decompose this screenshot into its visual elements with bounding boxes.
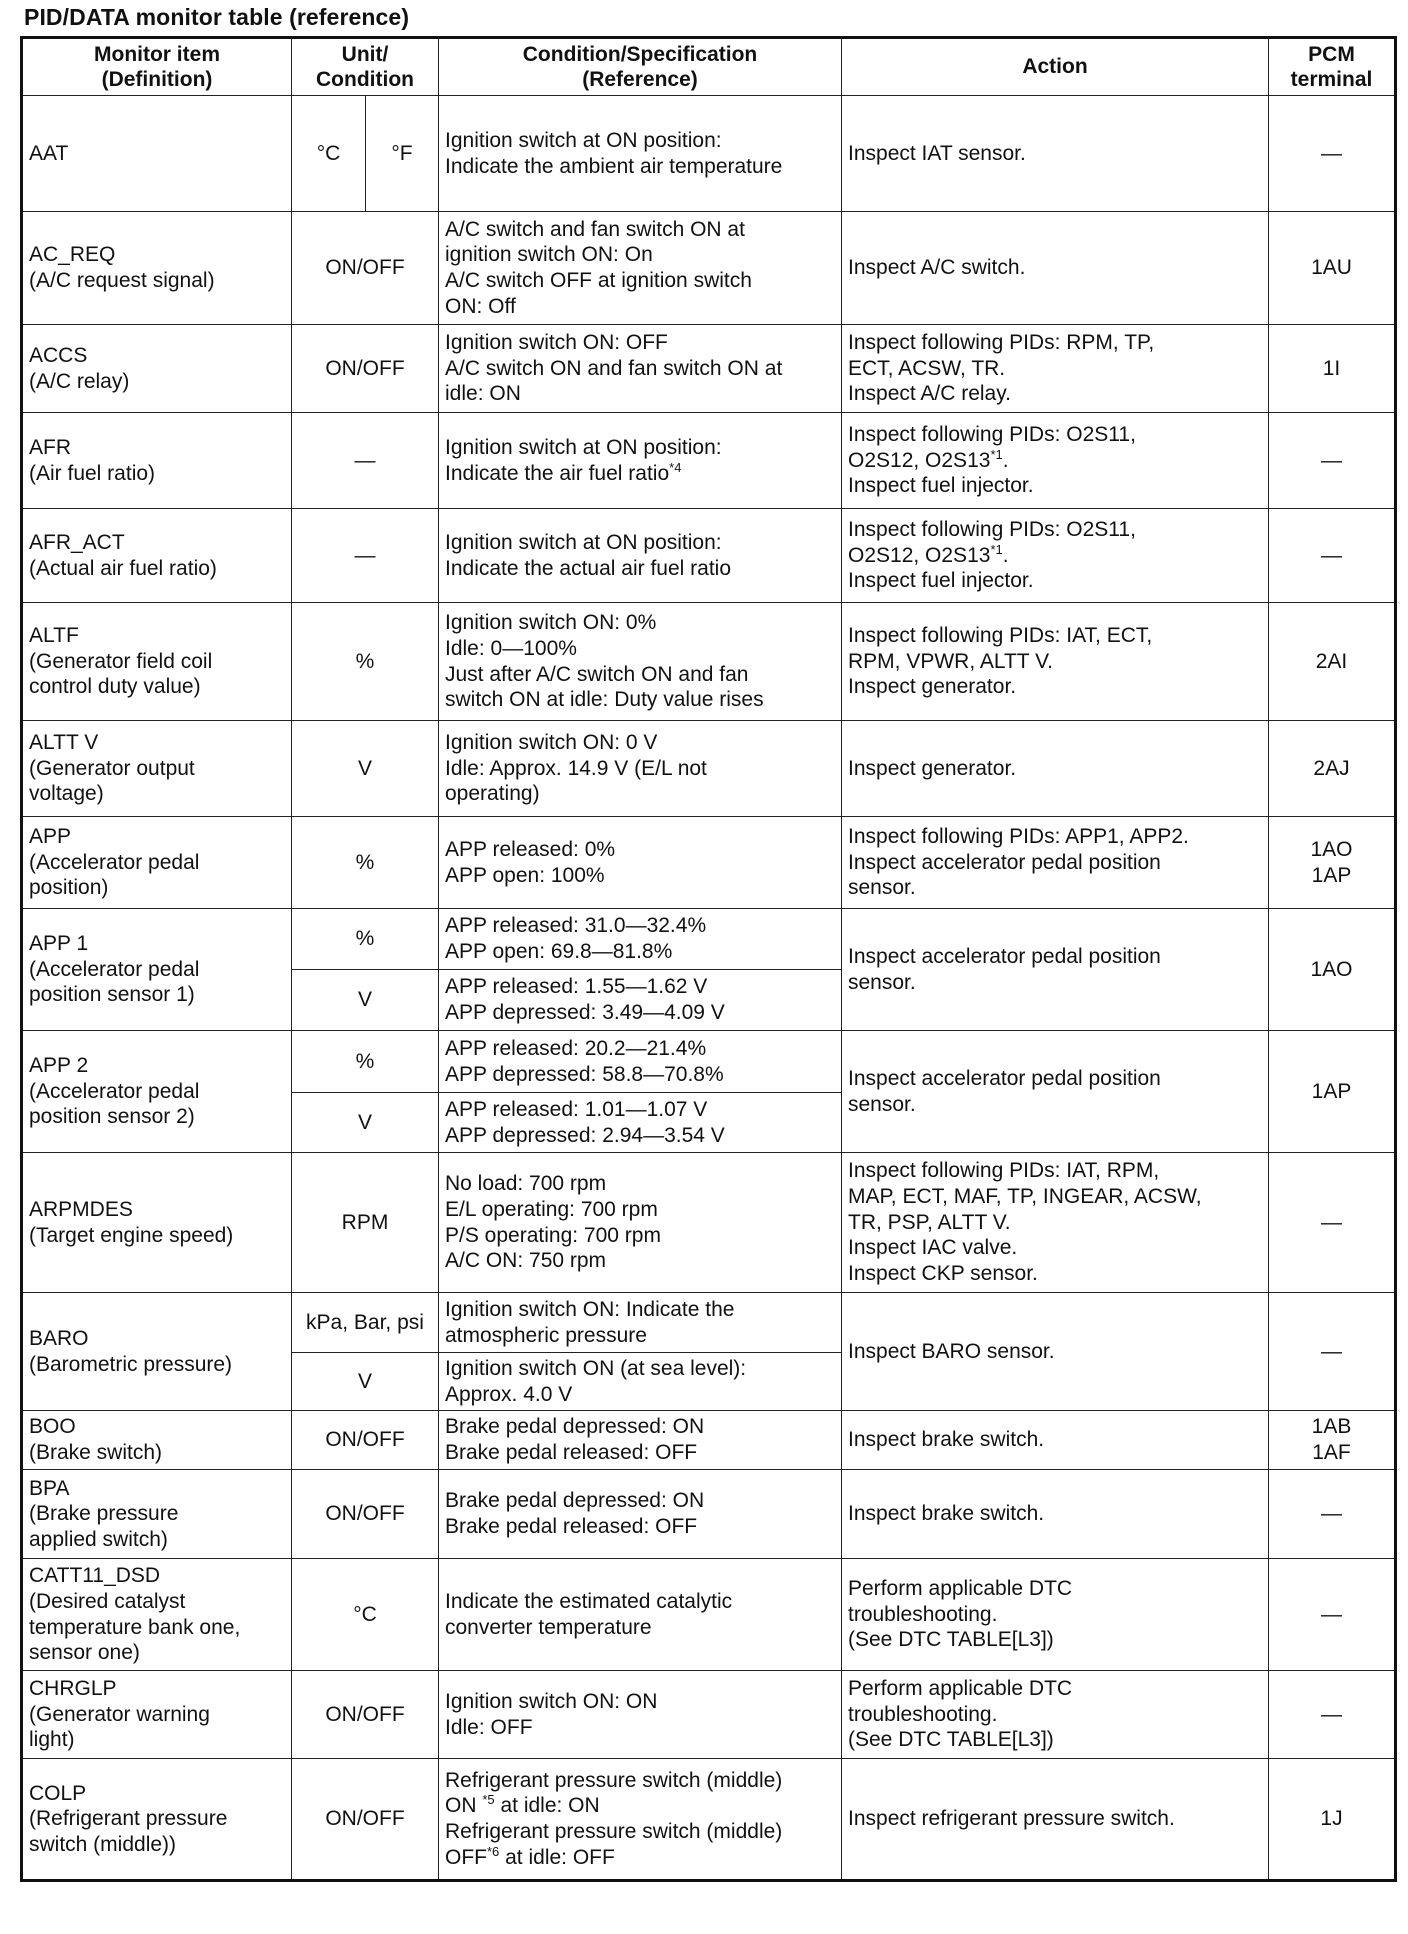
table-row-app1 bbox=[22, 909, 1396, 970]
table-row-afr bbox=[22, 413, 1396, 509]
table-row-catt11-dsd bbox=[22, 1559, 1396, 1671]
table-row-bpa bbox=[22, 1470, 1396, 1559]
action-cell: Inspect accelerator pedal position sensor. bbox=[842, 909, 1269, 1031]
pcm-cell: 1J bbox=[1269, 1759, 1396, 1881]
unit-cell: ON/OFF bbox=[292, 1759, 439, 1881]
action-cell: Inspect brake switch. bbox=[842, 1411, 1269, 1470]
header-unit-condition: Unit/ Condition bbox=[292, 38, 439, 96]
unit-cell: ON/OFF bbox=[292, 1671, 439, 1759]
table-row-accs bbox=[22, 325, 1396, 413]
condition-cell: Refrigerant pressure switch (middle) ON $^{*5}$ at idle: ON Refrigerant pressure switch (middle) OFF$^{*6}$ at idle: OFF bbox=[439, 1759, 842, 1881]
unit-cell: ON/OFF bbox=[292, 325, 439, 413]
condition-cell: Brake pedal depressed: ON Brake pedal released: OFF bbox=[439, 1470, 842, 1559]
action-cell: Perform applicable DTC troubleshooting. (See DTC TABLE[L3]) bbox=[842, 1671, 1269, 1759]
condition-cell: Ignition switch ON: 0 V Idle: Approx. 14.9 V (E/L not operating) bbox=[439, 721, 842, 817]
pcm-cell: — bbox=[1269, 1671, 1396, 1759]
unit-cell: RPM bbox=[292, 1153, 439, 1293]
condition-cell: APP released: 20.2—21.4% APP depressed: 58.8—70.8% bbox=[439, 1031, 842, 1093]
item-cell: ALTT V (Generator output voltage) bbox=[22, 721, 292, 817]
header-monitor-item: Monitor item (Definition) bbox=[22, 38, 292, 96]
table-row-chrglp bbox=[22, 1671, 1396, 1759]
unit-cell: % bbox=[292, 817, 439, 909]
pcm-cell: — bbox=[1269, 413, 1396, 509]
table-row-afr-act bbox=[22, 509, 1396, 603]
pcm-cell: — bbox=[1269, 509, 1396, 603]
pid-monitor-table bbox=[20, 36, 1397, 1882]
item-cell: ACCS (A/C relay) bbox=[22, 325, 292, 413]
action-cell: Inspect generator. bbox=[842, 721, 1269, 817]
item-cell: AFR_ACT (Actual air fuel ratio) bbox=[22, 509, 292, 603]
pcm-cell: — bbox=[1269, 1559, 1396, 1671]
unit-cell: — bbox=[292, 509, 439, 603]
condition-cell: No load: 700 rpm E/L operating: 700 rpm P/S operating: 700 rpm A/C ON: 750 rpm bbox=[439, 1153, 842, 1293]
action-cell: Perform applicable DTC troubleshooting. (See DTC TABLE[L3]) bbox=[842, 1559, 1269, 1671]
condition-cell: APP released: 0% APP open: 100% bbox=[439, 817, 842, 909]
unit-cell-percent: % bbox=[292, 909, 439, 970]
footnote-ref: *6 bbox=[487, 1843, 500, 1859]
header-condition-specification: Condition/Specification (Reference) bbox=[439, 38, 842, 96]
pcm-cell: — bbox=[1269, 1293, 1396, 1411]
item-cell: BARO (Barometric pressure) bbox=[22, 1293, 292, 1411]
item-cell: ARPMDES (Target engine speed) bbox=[22, 1153, 292, 1293]
item-cell: CATT11_DSD (Desired catalyst temperature bank one, sensor one) bbox=[22, 1559, 292, 1671]
unit-cell-volt: V bbox=[292, 1093, 439, 1153]
item-cell: APP 1 (Accelerator pedal position sensor 1) bbox=[22, 909, 292, 1031]
condition-cell: Ignition switch ON (at sea level): Approx. 4.0 V bbox=[439, 1353, 842, 1411]
unit-cell: % bbox=[292, 603, 439, 721]
footnote-ref: *4 bbox=[669, 459, 682, 475]
item-cell: ALTF (Generator field coil control duty value) bbox=[22, 603, 292, 721]
pcm-cell: 2AJ bbox=[1269, 721, 1396, 817]
action-cell: Inspect following PIDs: O2S11, O2S12, O2S13$^{*1}$. Inspect fuel injector. bbox=[842, 509, 1269, 603]
pcm-cell: 1AO bbox=[1269, 909, 1396, 1031]
table-row-app2 bbox=[22, 1031, 1396, 1093]
pcm-cell: 1AU bbox=[1269, 212, 1396, 325]
condition-cell: Ignition switch ON: OFF A/C switch ON and fan switch ON at idle: ON bbox=[439, 325, 842, 413]
item-cell: BPA (Brake pressure applied switch) bbox=[22, 1470, 292, 1559]
condition-cell: Ignition switch ON: 0% Idle: 0—100% Just after A/C switch ON and fan switch ON at idle: Duty value rises bbox=[439, 603, 842, 721]
table-header-row bbox=[22, 38, 1396, 96]
table-row-arpmdes bbox=[22, 1153, 1396, 1293]
condition-cell: Ignition switch at ON position: Indicate the air fuel ratio$^{*4}$ bbox=[439, 413, 842, 509]
item-cell: BOO (Brake switch) bbox=[22, 1411, 292, 1470]
item-cell: CHRGLP (Generator warning light) bbox=[22, 1671, 292, 1759]
table-row-altf bbox=[22, 603, 1396, 721]
table-row-ac-req bbox=[22, 212, 1396, 325]
unit-celsius: °C bbox=[292, 96, 366, 212]
page-title: PID/DATA monitor table (reference) bbox=[24, 4, 410, 30]
action-cell: Inspect A/C switch. bbox=[842, 212, 1269, 325]
condition-cell: Ignition switch at ON position: Indicate the actual air fuel ratio bbox=[439, 509, 842, 603]
condition-cell: Brake pedal depressed: ON Brake pedal released: OFF bbox=[439, 1411, 842, 1470]
pcm-cell: 2AI bbox=[1269, 603, 1396, 721]
table-row-altt-v bbox=[22, 721, 1396, 817]
pcm-cell: 1AB 1AF bbox=[1269, 1411, 1396, 1470]
table-row-app bbox=[22, 817, 1396, 909]
condition-cell: APP released: 1.01—1.07 V APP depressed: 2.94—3.54 V bbox=[439, 1093, 842, 1153]
unit-cell: °C bbox=[292, 1559, 439, 1671]
condition-cell: Ignition switch ON: ON Idle: OFF bbox=[439, 1671, 842, 1759]
table-row-colp bbox=[22, 1759, 1396, 1881]
action-cell: Inspect following PIDs: IAT, ECT, RPM, VPWR, ALTT V. Inspect generator. bbox=[842, 603, 1269, 721]
footnote-ref: *1 bbox=[990, 446, 1003, 462]
pcm-cell: — bbox=[1269, 1153, 1396, 1293]
footnote-ref: *5 bbox=[482, 1792, 495, 1808]
table-row-aat bbox=[22, 96, 1396, 212]
condition-cell: Ignition switch ON: Indicate the atmospheric pressure bbox=[439, 1293, 842, 1353]
condition-cell: APP released: 1.55—1.62 V APP depressed: 3.49—4.09 V bbox=[439, 970, 842, 1031]
table-row-baro bbox=[22, 1293, 1396, 1353]
action-cell: Inspect following PIDs: RPM, TP, ECT, ACSW, TR. Inspect A/C relay. bbox=[842, 325, 1269, 413]
condition-cell: Indicate the estimated catalytic converter temperature bbox=[439, 1559, 842, 1671]
pcm-cell: 1AO 1AP bbox=[1269, 817, 1396, 909]
action-cell: Inspect accelerator pedal position sensor. bbox=[842, 1031, 1269, 1153]
action-cell: Inspect brake switch. bbox=[842, 1470, 1269, 1559]
pcm-cell: — bbox=[1269, 96, 1396, 212]
unit-cell-pressure: kPa, Bar, psi bbox=[292, 1293, 439, 1353]
item-cell: COLP (Refrigerant pressure switch (middle)) bbox=[22, 1759, 292, 1881]
item-cell: AC_REQ (A/C request signal) bbox=[22, 212, 292, 325]
unit-cell-volt: V bbox=[292, 1353, 439, 1411]
unit-cell: — bbox=[292, 413, 439, 509]
item-cell: AFR (Air fuel ratio) bbox=[22, 413, 292, 509]
condition-cell: A/C switch and fan switch ON at ignition switch ON: On A/C switch OFF at ignition switch ON: Off bbox=[439, 212, 842, 325]
condition-cell: Ignition switch at ON position: Indicate the ambient air temperature bbox=[439, 96, 842, 212]
item-cell: AAT bbox=[22, 96, 292, 212]
unit-cell-percent: % bbox=[292, 1031, 439, 1093]
pcm-cell: 1AP bbox=[1269, 1031, 1396, 1153]
unit-cell: ON/OFF bbox=[292, 1411, 439, 1470]
action-cell: Inspect following PIDs: IAT, RPM, MAP, ECT, MAF, TP, INGEAR, ACSW, TR, PSP, ALTT V. Inspect IAC valve. Inspect CKP sensor. bbox=[842, 1153, 1269, 1293]
action-cell: Inspect following PIDs: APP1, APP2. Inspect accelerator pedal position sensor. bbox=[842, 817, 1269, 909]
unit-fahrenheit: °F bbox=[366, 96, 439, 212]
pcm-cell: 1I bbox=[1269, 325, 1396, 413]
unit-cell: V bbox=[292, 721, 439, 817]
pcm-cell: — bbox=[1269, 1470, 1396, 1559]
action-cell: Inspect BARO sensor. bbox=[842, 1293, 1269, 1411]
unit-cell: ON/OFF bbox=[292, 1470, 439, 1559]
header-action: Action bbox=[842, 38, 1269, 96]
condition-cell: APP released: 31.0—32.4% APP open: 69.8—81.8% bbox=[439, 909, 842, 970]
action-cell: Inspect IAT sensor. bbox=[842, 96, 1269, 212]
footnote-ref: *1 bbox=[990, 541, 1003, 557]
action-cell: Inspect refrigerant pressure switch. bbox=[842, 1759, 1269, 1881]
unit-cell-volt: V bbox=[292, 970, 439, 1031]
action-cell: Inspect following PIDs: O2S11, O2S12, O2S13$^{*1}$. Inspect fuel injector. bbox=[842, 413, 1269, 509]
table-row-boo bbox=[22, 1411, 1396, 1470]
header-pcm-terminal: PCM terminal bbox=[1269, 38, 1396, 96]
item-cell: APP 2 (Accelerator pedal position sensor 2) bbox=[22, 1031, 292, 1153]
unit-cell: ON/OFF bbox=[292, 212, 439, 325]
item-cell: APP (Accelerator pedal position) bbox=[22, 817, 292, 909]
